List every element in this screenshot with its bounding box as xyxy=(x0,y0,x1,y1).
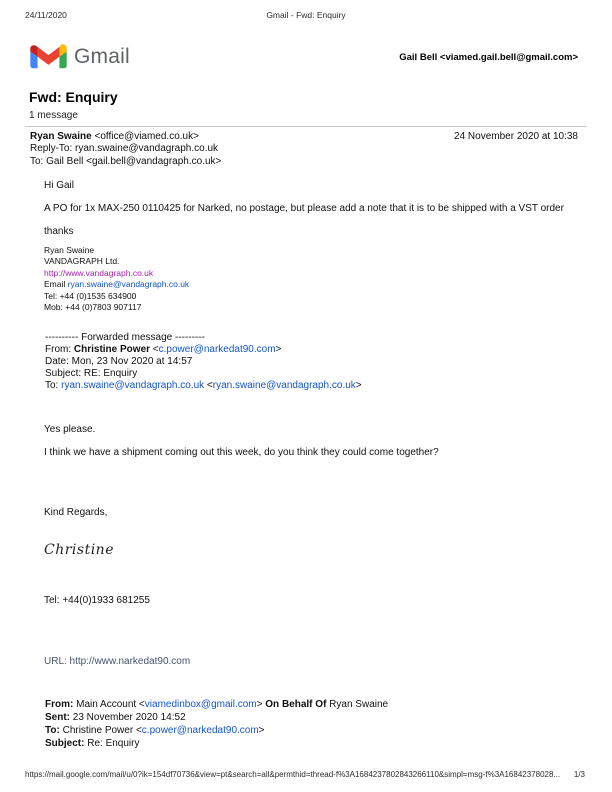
reply-closing: Kind Regards, xyxy=(44,507,108,518)
original-subject-label: Subject: xyxy=(45,738,85,749)
sender-line xyxy=(30,131,221,143)
reply-url-line[interactable]: URL: http://www.narkedat90.com xyxy=(44,656,191,667)
signature-mob: Mob: +44 (0)7803 907117 xyxy=(44,302,142,313)
original-sent-value: 23 November 2020 14:52 xyxy=(70,712,186,723)
gmail-wordmark: Gmail xyxy=(74,45,130,68)
from-close-bracket: > xyxy=(275,344,282,355)
original-from-name: Ryan Swaine xyxy=(326,699,389,710)
original-message-header xyxy=(45,698,388,750)
original-from-mid: > xyxy=(256,699,266,710)
original-from-pre: Main Account < xyxy=(73,699,145,710)
gmail-m-icon xyxy=(30,43,67,71)
print-footer-url: https://mail.google.com/mail/u/0?ik=154df70736&view=pt&search=all&permthid=thread-f%3A1684237802843266110&simpl=msg-f%3A16842378028... xyxy=(25,770,561,779)
original-from-line xyxy=(45,698,388,711)
original-to-close: > xyxy=(258,725,265,736)
print-footer-page-indicator: 1/3 xyxy=(573,770,585,779)
original-to-email-link[interactable]: c.power@narkedat90.com xyxy=(141,725,259,736)
original-from-email-link[interactable]: viamedinbox@gmail.com xyxy=(144,699,257,710)
to-label: To: xyxy=(45,380,62,391)
original-to-label: To: xyxy=(45,725,60,736)
message-date: 24 November 2020 at 10:38 xyxy=(454,131,578,142)
reply-line-2: I think we have a shipment coming out this week, do you think they could come together? xyxy=(44,447,439,458)
original-from-label: From: xyxy=(45,699,74,710)
body-greeting: Hi Gail xyxy=(44,180,75,191)
signature-website-link[interactable] xyxy=(44,268,189,279)
sender-email: <office@viamed.co.uk> xyxy=(91,131,199,142)
thread-subject: Fwd: Enquiry xyxy=(29,89,118,105)
forwarded-to-email-link-1[interactable]: ryan.swaine@vandagraph.co.uk xyxy=(61,380,205,391)
forwarded-date-line: Date: Mon, 23 Nov 2020 at 14:57 xyxy=(45,356,193,367)
signature-email-line xyxy=(44,279,189,290)
forwarded-to-email-link-2[interactable]: ryan.swaine@vandagraph.co.uk xyxy=(212,380,356,391)
sender-name: Ryan Swaine xyxy=(30,131,92,142)
original-sent-label: Sent: xyxy=(45,712,70,723)
to-line: To: Gail Bell <gail.bell@vandagraph.co.uk> xyxy=(30,155,222,167)
original-subject-value: Re: Enquiry xyxy=(84,738,140,749)
reply-script-signature: Christine xyxy=(44,542,114,558)
to-open-bracket: < xyxy=(204,380,213,391)
forwarded-divider: ---------- Forwarded message --------- xyxy=(45,332,205,343)
reply-to-line: Reply-To: ryan.swaine@vandagraph.co.uk xyxy=(30,143,219,155)
to-close-bracket: > xyxy=(355,380,362,391)
reply-tel: Tel: +44(0)1933 681255 xyxy=(44,595,150,606)
email-label: Email xyxy=(44,279,68,290)
print-header-date: 24/11/2020 xyxy=(25,10,67,20)
on-behalf-of-label: On Behalf Of xyxy=(265,699,327,710)
original-to-line xyxy=(45,724,388,737)
signature-tel: Tel: +44 (0)1535 634900 xyxy=(44,290,137,301)
forwarded-to-line xyxy=(45,380,362,392)
message-count: 1 message xyxy=(29,110,78,121)
website-url-text[interactable]: http://www.vandagraph.co.uk xyxy=(44,267,154,278)
message-header xyxy=(30,131,221,168)
sender-signature xyxy=(44,245,189,313)
forwarded-from-email-link[interactable]: c.power@narkedat90.com xyxy=(158,344,276,355)
original-subject-line xyxy=(45,737,388,750)
forwarded-from-name: Christine Power xyxy=(73,344,151,355)
account-owner: Gail Bell <viamed.gail.bell@gmail.com> xyxy=(399,52,578,63)
body-thanks: thanks xyxy=(44,226,74,237)
print-header-title: Gmail - Fwd: Enquiry xyxy=(266,10,346,20)
from-label: From: xyxy=(45,344,74,355)
forwarded-header xyxy=(45,332,362,392)
body-request: A PO for 1x MAX-250 0110425 for Narked, no postage, but please add a note that it is to be shipped with a VST order xyxy=(44,203,564,214)
gmail-logo xyxy=(30,43,130,71)
signature-company: VANDAGRAPH Ltd. xyxy=(44,256,120,267)
signature-email-link[interactable]: ryan.swaine@vandagraph.co.uk xyxy=(67,279,190,290)
reply-line-1: Yes please. xyxy=(44,424,96,435)
original-sent-line xyxy=(45,711,388,724)
forwarded-subject-line: Subject: RE: Enquiry xyxy=(45,368,138,379)
forwarded-from-line xyxy=(45,344,362,356)
from-open-bracket: < xyxy=(150,344,159,355)
signature-name: Ryan Swaine xyxy=(44,245,95,255)
divider-line xyxy=(25,126,587,127)
original-to-pre: Christine Power < xyxy=(59,725,142,736)
